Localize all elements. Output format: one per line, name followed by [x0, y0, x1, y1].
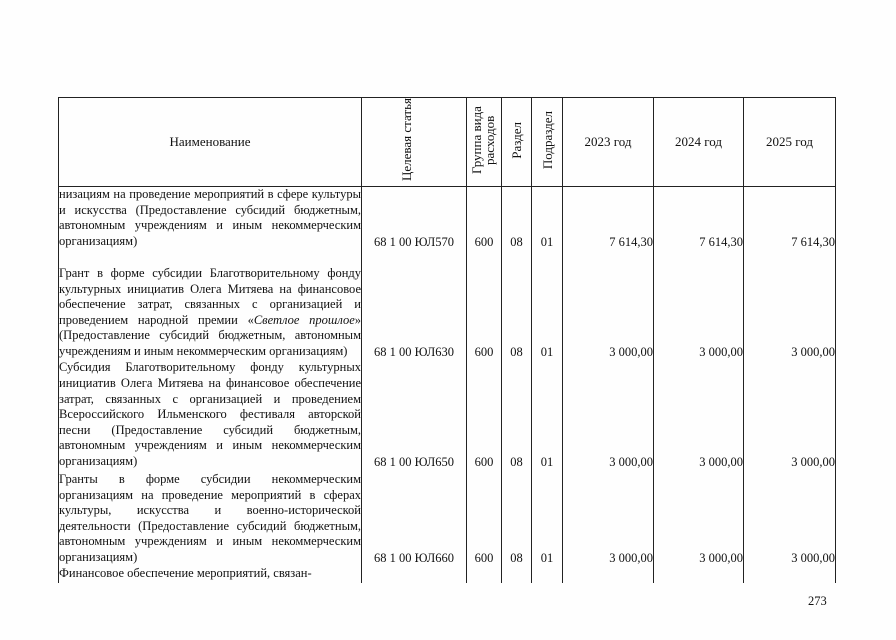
header-subsection-label: Подраздел: [539, 110, 555, 170]
header-subsection: [532, 98, 563, 187]
row-code: 68 1 00 ЮЛ630: [362, 250, 467, 360]
row-2024: 3 000,00: [654, 250, 744, 360]
row-code: 68 1 00 ЮЛ660: [362, 470, 467, 566]
row-subsection: 01: [532, 250, 563, 360]
row-subsection: 01: [532, 187, 563, 250]
row-name: [59, 250, 362, 360]
header-section: [502, 98, 532, 187]
row-2023: 7 614,30: [563, 187, 654, 250]
header-2024: 2024 год: [654, 98, 744, 187]
table-row: [59, 187, 836, 250]
row-name-text: Грант в форме субсидии Благотворительному фонду культурных инициатив Олега Митяева на финансовое обеспечение затрат, связанных с организацией и проведением народной премии «: [59, 265, 361, 327]
row-code: 68 1 00 ЮЛ650: [362, 360, 467, 470]
row-name: Гранты в форме субсидии некоммерческим организациям на проведение мероприятий в сферах культуры, искусства и военно-исторической деятельности (Предоставление субсидий бюджетным, автономным учреждениям и иным некоммерческим организациям): [59, 470, 362, 566]
header-group-label: Группа вида расходов: [469, 106, 497, 174]
row-name: низациям на проведение мероприятий в сфере культуры и искусства (Предоставление субсидий бюджетным, автономным учреждениям и иным некоммерческим организациям): [59, 187, 361, 248]
row-2025: 3 000,00: [744, 360, 836, 470]
table-header-row: [59, 98, 836, 187]
row-2023: 3 000,00: [563, 470, 654, 566]
header-code: [362, 98, 467, 187]
header-2025: 2025 год: [744, 98, 836, 187]
row-section: 08: [502, 470, 532, 566]
row-2023: 3 000,00: [563, 360, 654, 470]
page-number: 273: [808, 594, 827, 608]
table-row: [59, 250, 836, 360]
header-2023: 2023 год: [563, 98, 654, 187]
row-subsection: [532, 566, 563, 583]
header-group: [467, 98, 502, 187]
row-group: 600: [467, 187, 502, 250]
table-row: [59, 566, 836, 583]
header-code-label: Целевая статья: [399, 98, 414, 182]
row-section: [502, 566, 532, 583]
row-code: 68 1 00 ЮЛ570: [362, 187, 467, 250]
header-section-label: Раздел: [509, 121, 524, 159]
row-subsection: 01: [532, 470, 563, 566]
row-2024: [654, 566, 744, 583]
row-group: [467, 566, 502, 583]
row-group: 600: [467, 360, 502, 470]
row-2023: 3 000,00: [563, 250, 654, 360]
budget-table: [58, 97, 836, 583]
header-name: Наименование: [59, 98, 362, 187]
row-group: 600: [467, 470, 502, 566]
table-row: [59, 360, 836, 470]
row-2024: 7 614,30: [654, 187, 744, 250]
row-subsection: 01: [532, 360, 563, 470]
row-2025: 3 000,00: [744, 470, 836, 566]
row-name: Субсидия Благотворительному фонду культурных инициатив Олега Митяева на финансовое обеспечение затрат, связанных с организацией и проведением Всероссийского Ильменского фестиваля авторской песни (Предоставление субсидий бюджетным, автономным учреждениям и иным некоммерческим организациям): [59, 360, 361, 468]
row-2023: [563, 566, 654, 583]
row-2025: [744, 566, 836, 583]
row-2025: 7 614,30: [744, 187, 836, 250]
row-name: Финансовое обеспечение мероприятий, связан-: [59, 566, 362, 583]
row-2024: 3 000,00: [654, 360, 744, 470]
table-row: [59, 470, 836, 566]
row-section: 08: [502, 250, 532, 360]
row-name-text: » (Предоставление субсидий бюджетным, автономным учреждениям и иным некоммерческим организациям): [59, 312, 361, 358]
row-2024: 3 000,00: [654, 470, 744, 566]
row-2025: 3 000,00: [744, 250, 836, 360]
row-section: 08: [502, 360, 532, 470]
premium-title: Светлое прошлое: [253, 312, 355, 327]
row-group: 600: [467, 250, 502, 360]
row-section: 08: [502, 187, 532, 250]
row-code: [362, 566, 467, 583]
